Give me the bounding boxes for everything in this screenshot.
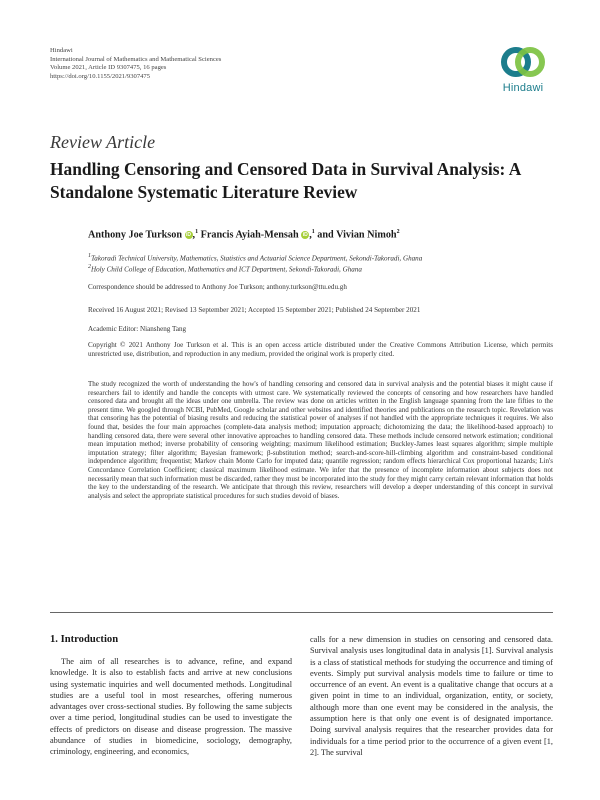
affiliation-text: Holy Child College of Education, Mathematics and ICT Department, Sekondi-Takoradi, Ghana <box>91 265 362 274</box>
copyright-notice: Copyright © 2021 Anthony Joe Turkson et al. This is an open access article distributed under the Creative Commons Attribution License, which permits unrestricted use, distribution, and reproduction in any medium, provided the original work is properly cited. <box>88 341 553 358</box>
affiliation-mark: 2 <box>88 264 91 271</box>
correspondence: Correspondence should be addressed to Anthony Joe Turkson; anthony.turkson@ttu.edu.gh <box>88 283 347 291</box>
author-affiliation-mark: 2 <box>396 229 400 235</box>
academic-editor: Academic Editor: Niansheng Tang <box>88 325 187 333</box>
body-column-right: calls for a new dimension in studies on censoring and censored data. Survival analysis uses longitudinal data in analysis [1]. Survival analysis is a class of statistical methods for studying the occurrence and timing of events. Simply put survival analysis models time to failure or time to occurrence of an event. An event is a qualitative change that occurs at a given point in time to an individual, organization, entity, or society, although more than one event may be considered in the analysis, the assumption here is that only one event is of designated importance. Doing survival analysis requires that the researcher provides data for individuals for a time period prior to the occurrence of a given event [1, 2]. The survival <box>310 635 553 757</box>
article-type: Review Article <box>50 132 156 152</box>
doi-link[interactable]: https://doi.org/10.1155/2021/9307475 <box>50 72 151 80</box>
orcid-icon[interactable]: iD <box>302 232 308 239</box>
body-column-left: The aim of all researches is to advance, refine, and expand knowledge. It is also to establish facts and arrive at new conclusions using systematic inquiries and well documented methods. Longitudinal studies are a useful tool in most researches, offering numerous advantages over cross-sectional studies. By following the same subjects over a time period, longitudinal studies can be used to investigate the effects of predictors on disease and disease progression. The massive abundance of studies in biomedicine, sociology, demography, criminology, engineering, and economics, <box>50 657 292 757</box>
orcid-icon[interactable]: iD <box>186 232 192 239</box>
author-name: Vivian Nimoh <box>336 229 397 241</box>
section-heading: 1. Introduction <box>50 634 119 645</box>
affiliations <box>88 252 422 275</box>
author-name: Anthony Joe Turkson <box>88 229 182 241</box>
section-divider <box>50 612 553 613</box>
affiliation-mark: 1 <box>88 253 91 259</box>
journal-name: International Journal of Mathematics and Mathematical Sciences <box>50 55 222 63</box>
publication-dates: Received 16 August 2021; Revised 13 September 2021; Accepted 15 September 2021; Published 24 September 2021 <box>88 306 421 314</box>
hindawi-logo-icon <box>500 44 546 80</box>
author-affiliation-mark: 1 <box>311 229 315 235</box>
article-title: Handling Censoring and Censored Data in Survival Analysis: A Standalone Systematic Literature Review <box>50 159 521 202</box>
affiliation-text: Takoradi Technical University, Mathematics, Statistics and Actuarial Science Department, Sekondi-Takoradi, Ghana <box>91 254 423 263</box>
logo-wordmark: Hindawi <box>502 82 544 94</box>
author-conjunction: and <box>317 229 334 241</box>
publisher-name: Hindawi <box>50 47 73 54</box>
affiliation-line <box>88 252 422 263</box>
author-name: Francis Ayiah-Mensah <box>200 229 299 241</box>
volume-info: Volume 2021, Article ID 9307475, 16 pages <box>50 64 167 72</box>
journal-meta <box>50 47 221 81</box>
author-affiliation-mark: 1 <box>195 229 199 235</box>
affiliation-line <box>88 263 422 274</box>
abstract: The study recognized the worth of understanding the how's of handling censoring and censored data in survival analysis and the potential biases it might cause if researchers fail to identify and handle the concepts with utmost care. We systematically reviewed the concepts of censoring and how researchers have handled censored data and brought all the ideas under one umbrella. The review was done on articles written in the English language spanning from the late fifties to the present time. We googled through NCBI, PubMed, Google scholar and other websites and identified theories and publications on the research topic. Revelation was that censoring has the potential of biasing results and reducing the statistical power of analyses if not handled with the appropriate techniques it requires. We also found that, besides the four main approaches (complete-data analysis method; imputation approach; dichotomizing the data; the likelihood-based approach) to handling censored data, there were several other innovative approaches to handling censored data. These methods include censored network estimation; conditional mean imputation method; inverse probability of censoring weighting; maximum likelihood estimation; Buckley-James least squares algorithm; simple multiple imputation strategy; filter algorithm; Bayesian framework; β-substitution method; search-and-score-hill-climbing algorithm and constraint-based conditional independence algorithm; frequentist; Markov chain Monte Carlo for imputed data; quantile regression; random effects hierarchical Cox proportional hazards; Lin's Concordance Correlation Coefficient; classical maximum likelihood estimate. We infer that the presence of incomplete information about subjects does not necessarily mean that such information must be discarded, rather they must be incorporated into the study for they might carry certain relevant information that holds the key to the understanding of the research. We anticipate that through this review, researchers will develop a deeper understanding of this concept in survival analysis and select the appropriate statistical procedures for such studies devoid of biases. <box>88 380 553 500</box>
hindawi-logo <box>493 44 553 102</box>
author-list: Anthony Joe Turkson iD ,$^1$ Francis Ayiah-Mensah iD ,$^1$ and Vivian Nimoh$^2$ <box>88 229 400 241</box>
